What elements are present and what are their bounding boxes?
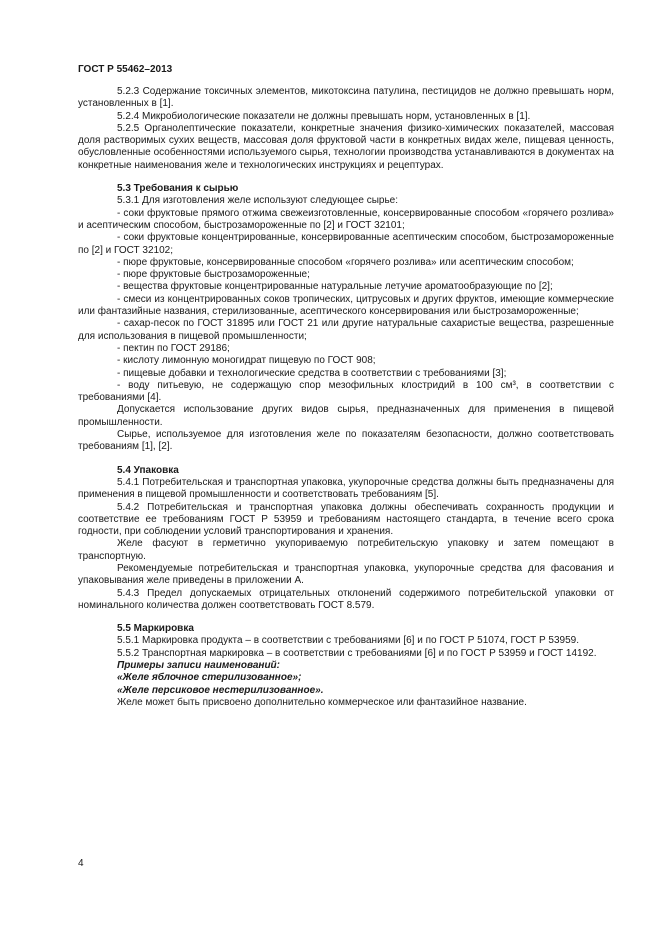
list-item: - пюре фруктовые, консервированные способом «горячего розлива» или асептическим способом; <box>117 256 574 268</box>
examples-title: Примеры записи наименований: <box>117 660 280 672</box>
list-item: - пюре фруктовые быстрозамороженные; <box>117 269 310 281</box>
paragraph-5-4-3: 5.4.3 Предел допускаемых отрицательных отклонений содержимого потребительской упаковки от номинального количества должен соответствовать ГОСТ 8.579. <box>78 587 614 611</box>
paragraph-5-3-1: 5.3.1 Для изготовления желе используют следующее сырье: <box>117 195 398 207</box>
paragraph-5-5-1: 5.5.1 Маркировка продукта – в соответствии с требованиями [6] и по ГОСТ Р 51074, ГОСТ Р 53959. <box>117 635 579 647</box>
list-item: - сахар-песок по ГОСТ 31895 или ГОСТ 21 или другие натуральные сахаристые вещества, разрешенные для использования в пищевой промышленности; <box>78 318 614 342</box>
document-body <box>78 86 614 709</box>
paragraph: Рекомендуемые потребительская и транспортная упаковка, укупорочные средства для фасования и упаковывания желе приведены в приложении А. <box>78 562 614 587</box>
list-item: - кислоту лимонную моногидрат пищевую по ГОСТ 908; <box>117 355 376 367</box>
paragraph-5-2-5: 5.2.5 Органолептические показатели, конкретные значения физико-химических показателей, массовая доля растворимых сухих веществ, массовая доля фруктовой части в конкретных видах желе, пищевая ценность, обусловленные особенностями используемого сырья, технологии производства устанавливаются в документах на конкретные наименования желе и технологических инструкциях и рецептурах. <box>78 122 614 171</box>
list-item: - пищевые добавки и технологические средства в соответствии с требованиями [3]; <box>117 367 507 379</box>
section-heading-5-4: 5.4 Упаковка <box>117 464 179 476</box>
list-item: - соки фруктовые прямого отжима свежеизготовленные, консервированные способом «горячего розлива» и асептическим способом, быстрозамороженные по [2] и ГОСТ 32101; <box>78 207 614 231</box>
page-number: 4 <box>78 858 84 869</box>
paragraph: Желе может быть присвоено дополнительно коммерческое или фантазийное название. <box>117 696 527 708</box>
list-item: - соки фруктовые концентрированные, консервированные асептическим способом, быстрозамороженные по [2] и ГОСТ 32102; <box>78 232 614 256</box>
document-header: ГОСТ Р 55462–2013 <box>78 64 173 75</box>
paragraph-5-4-2: 5.4.2 Потребительская и транспортная упаковка должны обеспечивать сохранность продукции и соответствие ее требованиям ГОСТ Р 53959 и требованиям настоящего стандарта, в течение всего срока годности, при соблюдении условий транспортирования и хранения. <box>78 501 614 538</box>
paragraph-5-2-4: 5.2.4 Микробиологические показатели не должны превышать норм, установленных в [1]. <box>117 110 531 122</box>
paragraph: Желе фасуют в герметично укупориваемую потребительскую упаковку и затем помещают в транспортную. <box>78 538 614 562</box>
list-item: - вещества фруктовые концентрированные натуральные летучие ароматообразующие по [2]; <box>117 281 553 293</box>
paragraph-5-2-3: 5.2.3 Содержание токсичных элементов, микотоксина патулина, пестицидов не должно превышать норм, установленных в [1]. <box>78 86 614 110</box>
example-item: «Желе яблочное стерилизованное»; <box>117 672 302 684</box>
section-heading-5-5: 5.5 Маркировка <box>117 623 194 635</box>
list-item: - воду питьевую, не содержащую спор мезофильных клостридий в 100 см³, в соответствии с требованиями [4]. <box>78 379 614 404</box>
paragraph: Сырье, используемое для изготовления желе по показателям безопасности, должно соответствовать требованиям [1], [2]. <box>78 429 614 453</box>
paragraph-5-5-2: 5.5.2 Транспортная маркировка – в соответствии с требованиями [6] и по ГОСТ Р 53959 и ГОСТ 14192. <box>117 647 597 659</box>
section-heading-5-3: 5.3 Требования к сырью <box>117 183 239 195</box>
list-item: - пектин по ГОСТ 29186; <box>117 342 230 354</box>
paragraph: Допускается использование других видов сырья, предназначенных для применения в пищевой промышленности. <box>78 404 614 428</box>
example-item: «Желе персиковое нестерилизованное». <box>117 684 324 696</box>
list-item: - смеси из концентрированных соков тропических, цитрусовых и других фруктов, имеющие коммерческие или фантазийные названия, стерилизованные, асептического консервирования или быстрозамороженные; <box>78 293 614 318</box>
paragraph-5-4-1: 5.4.1 Потребительская и транспортная упаковка, укупорочные средства должны быть предназначены для применения в пищевой промышленности и соответствовать требованиям [5]. <box>78 476 614 501</box>
